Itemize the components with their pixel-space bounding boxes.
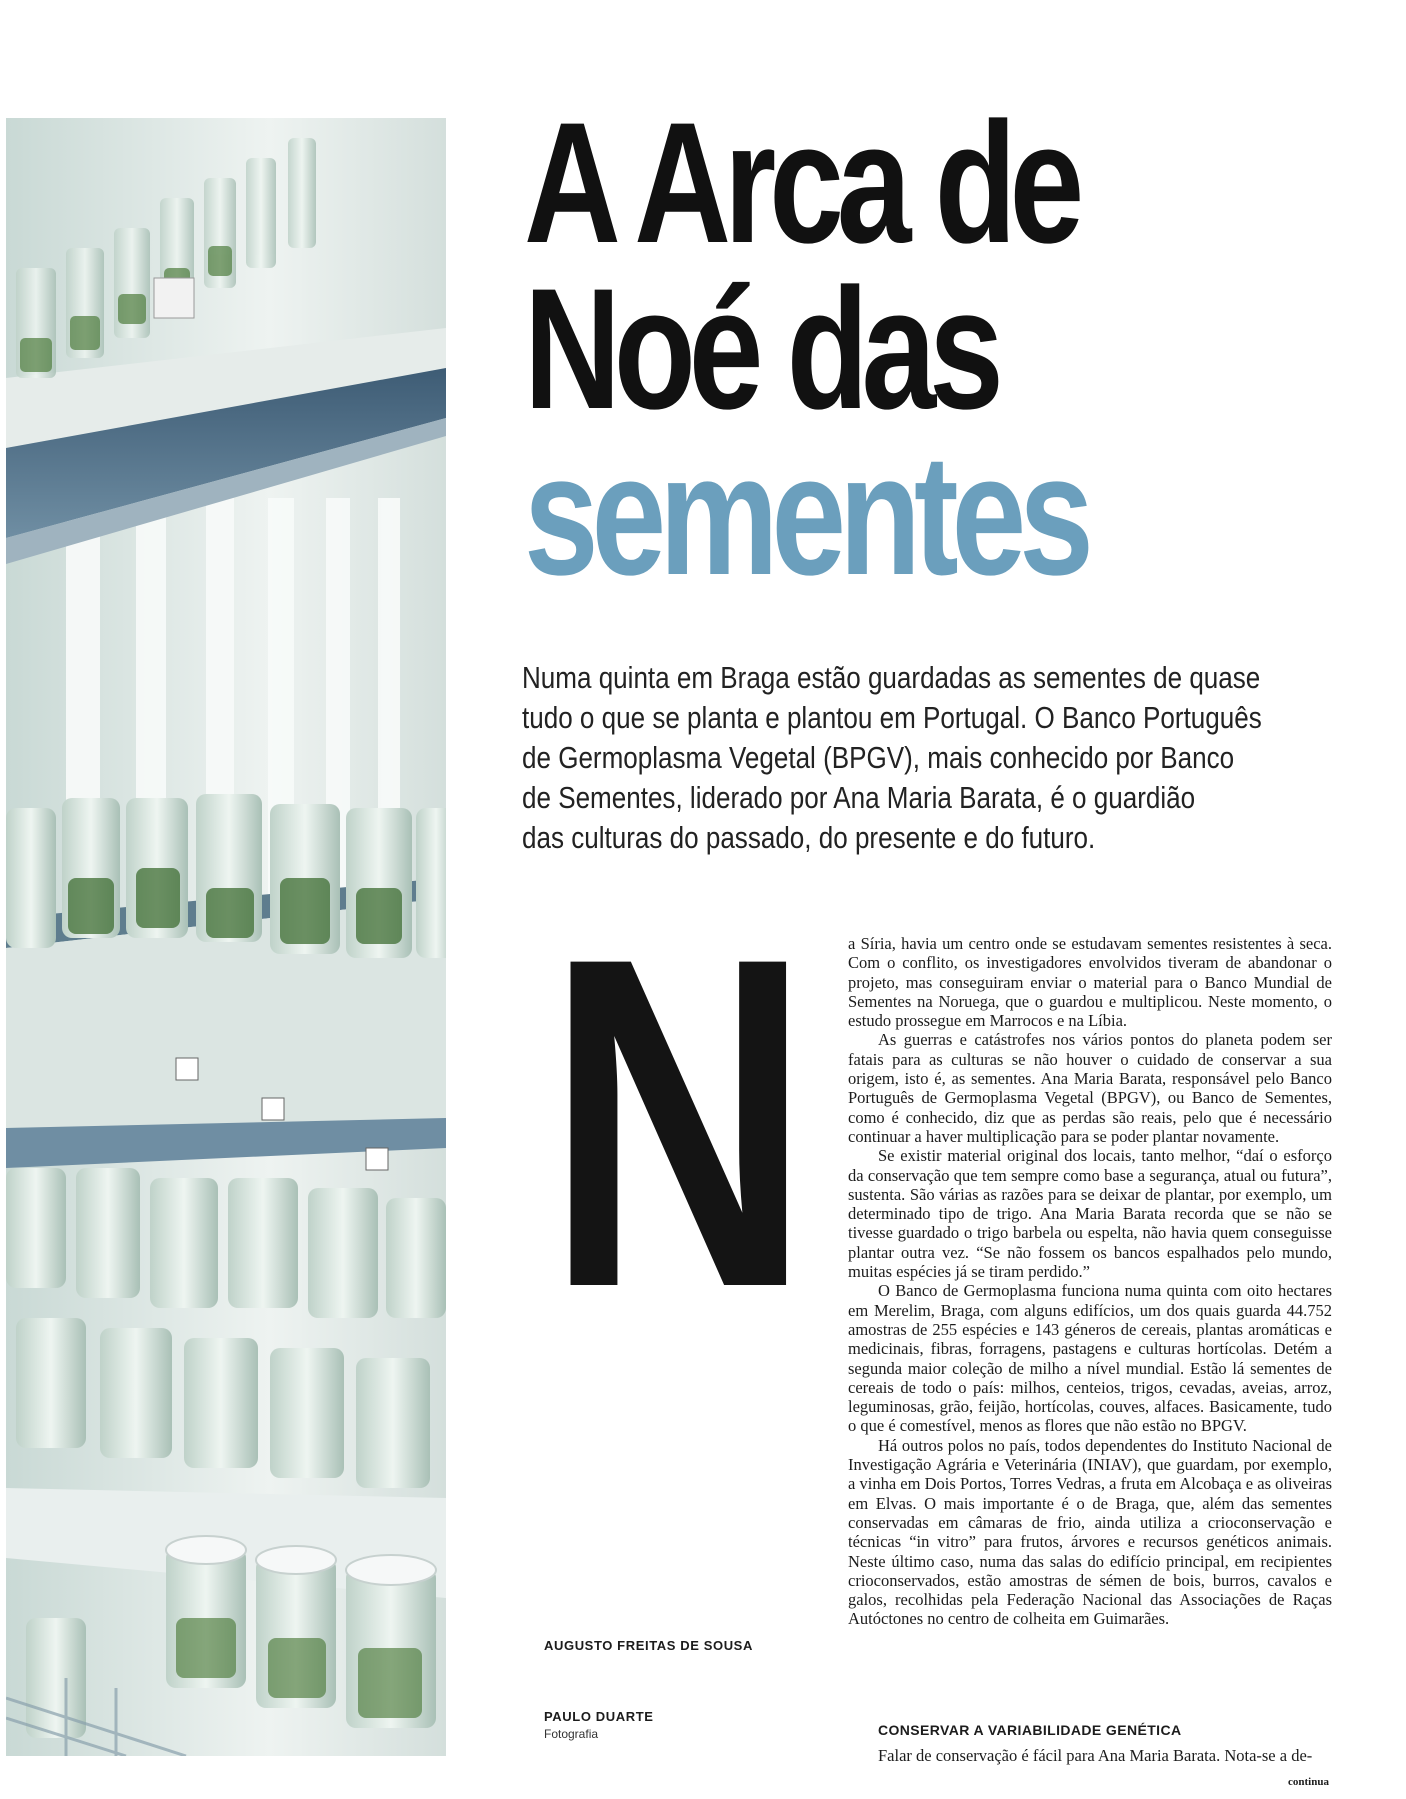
- article-lead: [522, 658, 1262, 858]
- section-subhead: CONSERVAR A VARIABILIDADE GENÉTICA: [878, 1722, 1182, 1738]
- body-continuation-line: Falar de conservação é fácil para Ana Maria Barata. Nota-se a de-: [878, 1746, 1313, 1765]
- lead-line: de Sementes, liderado por Ana Maria Barata, é o guardião: [522, 780, 1196, 815]
- article-body: [848, 934, 1332, 1629]
- body-paragraph: As guerras e catástrofes nos vários pontos do planeta podem ser fatais para as culturas se não houver o cuidado de conservar a sua origem, isto é, as sementes. Ana Maria Barata, responsável pelo Banco Português de Germoplasma Vegetal (BPGV), ou Banco de Sementes, como é conhecido, diz que as perdas são reais, pelo que é necessário continuar a haver multiplicação para se poder plantar novamente.: [848, 1030, 1332, 1146]
- title-line-2: Noé das: [524, 253, 997, 445]
- lead-line: Numa quinta em Braga estão guardadas as sementes de quase: [522, 660, 1261, 695]
- continued-marker: continua: [1288, 1776, 1329, 1788]
- seed-jars-illustration: [6, 118, 446, 1756]
- lead-line: das culturas do passado, do presente e do futuro.: [522, 820, 1096, 855]
- body-paragraph: Há outros polos no país, todos dependentes do Instituto Nacional de Investigação Agrária e Veterinária (INIAV), que guardam, por exemplo, a vinha em Dois Portos, Torres Vedras, a fruta em Alcobaça e as oliveiras em Elvas. O mais importante é o de Braga, que, além das sementes conservadas em câmaras de frio, ainda utiliza a crioconservação e técnicas “in vitro” para frutos, árvores e recursos genéticos animais. Neste último caso, numa das salas do edifício principal, em recipientes crioconservados, estão amostras de sémen de bois, burros, cavalos e galos, recolhidas pela Federação Nacional das Associações de Raças Autóctones no centro de colheita em Guimarães.: [848, 1435, 1332, 1629]
- photographer-role: Fotografia: [544, 1727, 599, 1741]
- drop-cap: N: [546, 860, 803, 1385]
- photographer-credit: PAULO DUARTE: [544, 1709, 654, 1724]
- article-title: [524, 87, 1087, 611]
- body-paragraph: a Síria, havia um centro onde se estudavam sementes resistentes à seca. Com o conflito, os investigadores envolvidos tiveram de abandonar o projeto, mas conseguiram enviar o material para o Banco Mundial de Sementes na Noruega, que o guardou e multiplicou. Neste momento, o estudo prossegue em Marrocos e na Líbia.: [848, 934, 1332, 1031]
- body-paragraph: Se existir material original dos locais, tanto melhor, “daí o esforço da conservação que tem sempre como base a segurança, atual ou futura”, sustenta. São várias as razões para se deixar de plantar, por exemplo, um determinado tipo de trigo. Ana Maria Barata recorda que se não se tivesse guardado o trigo barbela ou espelta, não havia quem conseguisse plantar outra vez. “Se não fossem os bancos espalhados pelo mundo, muitas espécies já se tiram perdido.”: [848, 1146, 1332, 1282]
- lead-line: de Germoplasma Vegetal (BPGV), mais conhecido por Banco: [522, 740, 1235, 775]
- title-line-1: A Arca de: [524, 87, 1078, 279]
- body-paragraph: O Banco de Germoplasma funciona numa quinta com oito hectares em Merelim, Braga, com alguns edifícios, um dos quais guarda 44.752 amostras de 255 espécies e 143 géneros de cereais, plantas aromáticas e medicinais, fibras, forragens, pastagens e culturas hortícolas. Detém a segunda maior coleção de milho a nível mundial. Estão lá sementes de cereais de todo o país: milhos, centeios, trigos, cevadas, aveias, arroz, leguminosas, grão, feijão, hortícolas, couves, alfaces. Basicamente, tudo o que é comestível, menos as flores que não estão no BPGV.: [848, 1281, 1332, 1436]
- lab-shelves-photo: [6, 118, 446, 1756]
- lead-line: tudo o que se planta e plantou em Portugal. O Banco Português: [522, 700, 1262, 735]
- title-line-3: sementes: [524, 419, 1087, 611]
- author-byline: AUGUSTO FREITAS DE SOUSA: [544, 1638, 753, 1653]
